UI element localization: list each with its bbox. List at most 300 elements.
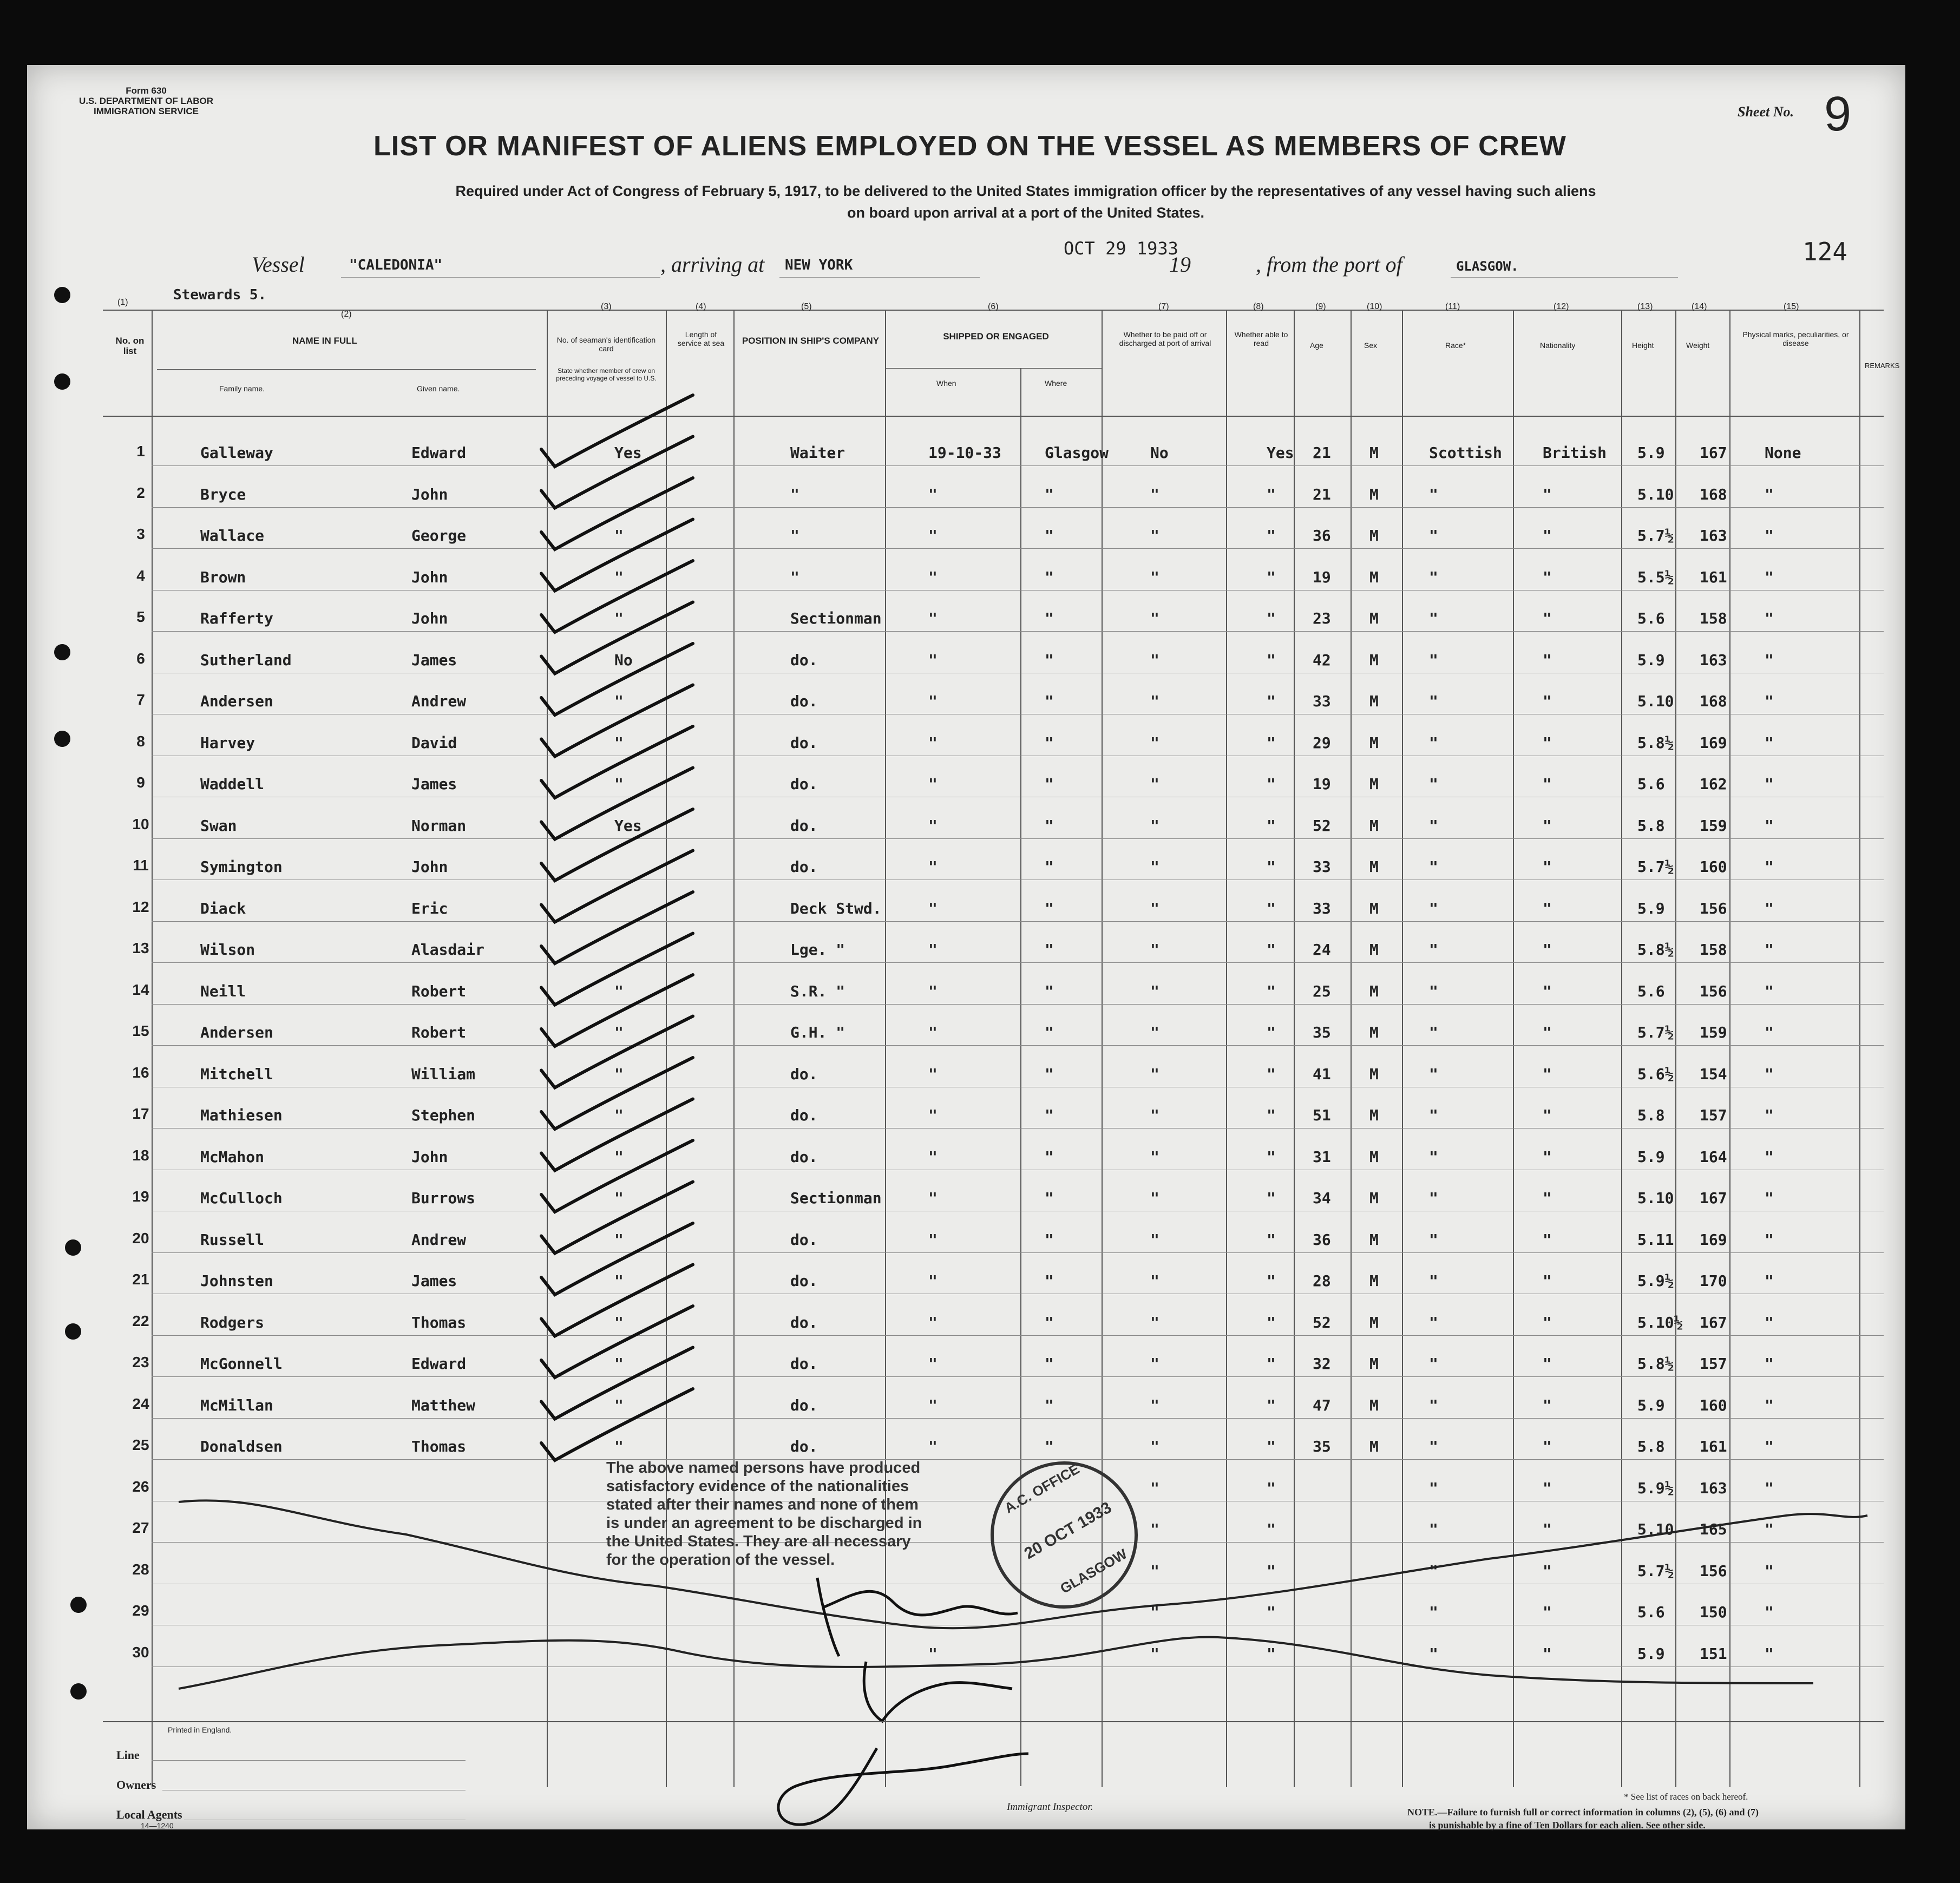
cell-where: " xyxy=(1045,609,1054,627)
cell-read: " xyxy=(1267,1106,1276,1124)
cell-height: 5.9 xyxy=(1637,444,1665,462)
cell-age: 33 xyxy=(1313,899,1331,917)
check-mark xyxy=(541,1140,693,1212)
cell-nat: " xyxy=(1543,858,1552,876)
check-mark xyxy=(541,1223,693,1295)
header-age: Age xyxy=(1310,341,1323,350)
cell-read: " xyxy=(1267,941,1276,959)
cell-read: Yes xyxy=(1267,444,1294,462)
cell-nat: " xyxy=(1543,568,1552,586)
punch-hole xyxy=(70,1683,87,1700)
cell-when: " xyxy=(928,485,938,503)
cell-paid: " xyxy=(1150,1438,1159,1455)
header-when: When xyxy=(936,379,956,388)
cell-where: " xyxy=(1045,1355,1054,1373)
cell-paid: " xyxy=(1150,1479,1159,1497)
cell-when: " xyxy=(928,982,938,1000)
cell-where: " xyxy=(1045,858,1054,876)
cell-race: " xyxy=(1429,1438,1438,1455)
row-number: 20 xyxy=(132,1229,149,1246)
cell-read: " xyxy=(1267,1189,1276,1207)
row-number: 15 xyxy=(132,1022,149,1039)
cell-marks: " xyxy=(1765,609,1774,627)
cell-height: 5.8 xyxy=(1637,816,1665,835)
cell-read: " xyxy=(1267,982,1276,1000)
cell-marks: " xyxy=(1765,1272,1774,1290)
cell-race: " xyxy=(1429,651,1438,669)
cell-pos: Waiter xyxy=(790,444,845,462)
cell-sex: M xyxy=(1369,941,1379,959)
cell-nat: " xyxy=(1543,775,1552,793)
cell-age: 51 xyxy=(1313,1106,1331,1124)
cell-paid: " xyxy=(1150,1147,1159,1166)
check-mark xyxy=(541,520,693,591)
cell-weight: 159 xyxy=(1700,816,1727,835)
cell-paid: " xyxy=(1150,1396,1159,1414)
cell-when: " xyxy=(928,609,938,627)
cell-nat: " xyxy=(1543,651,1552,669)
cell-paid: " xyxy=(1150,485,1159,503)
cell-height: 5.11 xyxy=(1637,1230,1674,1249)
cell-family: Mathiesen xyxy=(200,1106,283,1124)
department-note: Stewards 5. xyxy=(173,287,267,303)
cell-read: " xyxy=(1267,1438,1276,1455)
cell-age: 29 xyxy=(1313,733,1331,752)
cell-where: " xyxy=(1045,1106,1054,1124)
cell-where: " xyxy=(1045,1065,1054,1083)
cell-height: 5.9 xyxy=(1637,1644,1665,1663)
cell-marks: " xyxy=(1765,775,1774,793)
check-mark xyxy=(541,1058,693,1129)
check-mark xyxy=(541,561,693,632)
row-number: 16 xyxy=(132,1064,149,1081)
cell-weight: 169 xyxy=(1700,1230,1727,1249)
header-shipped: SHIPPED OR ENGAGED xyxy=(943,331,1049,342)
cell-nat: " xyxy=(1543,1023,1552,1041)
cell-nat: " xyxy=(1543,1147,1552,1166)
cell-age: 42 xyxy=(1313,651,1331,669)
header-name-in-full: NAME IN FULL xyxy=(292,336,357,346)
check-mark xyxy=(541,1265,693,1336)
header-where: Where xyxy=(1045,379,1067,388)
cell-sex: M xyxy=(1369,1147,1379,1166)
cell-read: " xyxy=(1267,858,1276,876)
cell-weight: 157 xyxy=(1700,1106,1727,1124)
round-stamp-date: 20 OCT 1933 xyxy=(1021,1498,1115,1563)
cell-height: 5.9½ xyxy=(1637,1479,1674,1497)
cell-family: Wilson xyxy=(200,941,255,959)
cell-where: Glasgow xyxy=(1045,444,1109,462)
cell-read: " xyxy=(1267,609,1276,627)
cell-where: " xyxy=(1045,941,1054,959)
cell-card: Yes xyxy=(614,444,642,462)
service: IMMIGRATION SERVICE xyxy=(94,106,199,116)
stamp-line-3: stated after their names and none of them xyxy=(606,1496,919,1513)
cell-read: " xyxy=(1267,1065,1276,1083)
col-num-4: (4) xyxy=(696,302,706,311)
cell-weight: 168 xyxy=(1700,485,1727,503)
cell-age: 19 xyxy=(1313,568,1331,586)
cell-height: 5.10 xyxy=(1637,1520,1674,1538)
cell-when: " xyxy=(928,816,938,835)
cell-given: Andrew xyxy=(411,692,467,710)
cell-given: William xyxy=(411,1065,476,1083)
cell-given: Edward xyxy=(411,1355,467,1373)
cell-given: James xyxy=(411,1272,457,1290)
cell-when: " xyxy=(928,899,938,917)
cell-nat: " xyxy=(1543,1561,1552,1580)
cell-where: " xyxy=(1045,1438,1054,1455)
cell-age: 31 xyxy=(1313,1147,1331,1166)
cell-card: " xyxy=(614,527,624,544)
cell-age: 19 xyxy=(1313,775,1331,793)
cell-height: 5.5½ xyxy=(1637,568,1674,586)
cell-family: Neill xyxy=(200,982,246,1000)
punch-hole xyxy=(54,287,70,303)
cell-age: 24 xyxy=(1313,941,1331,959)
row-number: 22 xyxy=(132,1312,149,1329)
cell-paid: " xyxy=(1150,1230,1159,1249)
cell-weight: 169 xyxy=(1700,733,1727,752)
check-mark xyxy=(541,395,693,467)
row-number: 1 xyxy=(136,443,145,460)
cell-where: " xyxy=(1045,1230,1054,1249)
cell-family: Russell xyxy=(200,1230,265,1249)
cell-height: 5.10 xyxy=(1637,692,1674,710)
cell-weight: 150 xyxy=(1700,1603,1727,1621)
cell-card: " xyxy=(614,1396,624,1414)
cell-paid: " xyxy=(1150,982,1159,1000)
cell-read: " xyxy=(1267,527,1276,544)
check-marks xyxy=(27,65,1905,1829)
cell-pos: Lge. " xyxy=(790,941,845,959)
cell-given: John xyxy=(411,858,448,876)
cell-marks: " xyxy=(1765,1561,1774,1580)
cell-when: " xyxy=(928,1438,938,1455)
from-label: , from the port of xyxy=(1256,252,1402,277)
cell-marks: " xyxy=(1765,1438,1774,1455)
header-height: Height xyxy=(1632,341,1654,350)
cell-paid: " xyxy=(1150,568,1159,586)
cell-height: 5.7½ xyxy=(1637,1561,1674,1580)
cell-paid: " xyxy=(1150,941,1159,959)
cell-card: " xyxy=(614,1313,624,1331)
round-stamp-bottom: GLASGOW xyxy=(1057,1545,1130,1597)
cell-pos: do. xyxy=(790,1396,818,1414)
cell-marks: " xyxy=(1765,982,1774,1000)
cell-age: 32 xyxy=(1313,1355,1331,1373)
cell-marks: " xyxy=(1765,1189,1774,1207)
cell-sex: M xyxy=(1369,609,1379,627)
cell-age: 34 xyxy=(1313,1189,1331,1207)
punch-hole xyxy=(65,1239,81,1256)
col-num-13: (13) xyxy=(1637,302,1653,311)
cell-marks: " xyxy=(1765,1313,1774,1331)
cell-age: 21 xyxy=(1313,485,1331,503)
cell-weight: 167 xyxy=(1700,444,1727,462)
cell-height: 5.7½ xyxy=(1637,527,1674,544)
cell-height: 5.8½ xyxy=(1637,941,1674,959)
check-mark xyxy=(541,602,693,674)
header-no-on-list: No. on list xyxy=(115,336,145,356)
cell-read: " xyxy=(1267,775,1276,793)
cell-nat: " xyxy=(1543,1644,1552,1663)
page-title: LIST OR MANIFEST OF ALIENS EMPLOYED ON THE VESSEL AS MEMBERS OF CREW xyxy=(373,130,1566,162)
cell-race: " xyxy=(1429,1313,1438,1331)
cell-age: 47 xyxy=(1313,1396,1331,1414)
footer-owners-label: Owners xyxy=(116,1778,156,1792)
cell-pos: Sectionman xyxy=(790,609,882,627)
header-seaman-card: No. of seaman's identification card xyxy=(556,336,656,353)
cell-age: 35 xyxy=(1313,1438,1331,1455)
cell-race: " xyxy=(1429,1023,1438,1041)
cell-card: " xyxy=(614,1106,624,1124)
stamp-line-6: for the operation of the vessel. xyxy=(606,1551,835,1569)
cell-family: Symington xyxy=(200,858,283,876)
check-mark xyxy=(541,437,693,508)
cell-card: " xyxy=(614,1272,624,1290)
cell-nat: " xyxy=(1543,982,1552,1000)
col-num-7: (7) xyxy=(1158,302,1169,311)
cell-marks: " xyxy=(1765,858,1774,876)
cell-marks: " xyxy=(1765,568,1774,586)
cell-paid: " xyxy=(1150,1065,1159,1083)
cell-where: " xyxy=(1045,485,1054,503)
cell-given: Stephen xyxy=(411,1106,476,1124)
sheet-number: 9 xyxy=(1824,87,1852,141)
col-num-9: (9) xyxy=(1315,302,1326,311)
cell-given: Edward xyxy=(411,444,467,462)
row-number: 7 xyxy=(136,691,145,708)
cell-given: James xyxy=(411,651,457,669)
cell-age: 28 xyxy=(1313,1272,1331,1290)
cell-read: " xyxy=(1267,1230,1276,1249)
vessel-label: Vessel xyxy=(252,252,305,277)
cell-weight: 158 xyxy=(1700,609,1727,627)
fine-note-2: is punishable by a fine of Ten Dollars for each alien. See other side. xyxy=(1429,1820,1706,1830)
cell-card: " xyxy=(614,1438,624,1455)
cell-pos: Sectionman xyxy=(790,1189,882,1207)
header-nationality: Nationality xyxy=(1540,341,1576,350)
cell-when: " xyxy=(928,1106,938,1124)
cell-read: " xyxy=(1267,485,1276,503)
cell-given: Alasdair xyxy=(411,941,484,959)
form-number: Form 630 xyxy=(126,86,167,96)
col-num-2: (2) xyxy=(341,310,352,319)
cell-card: Yes xyxy=(614,816,642,835)
cell-sex: M xyxy=(1369,1230,1379,1249)
cell-race: " xyxy=(1429,692,1438,710)
cell-sex: M xyxy=(1369,858,1379,876)
row-number: 21 xyxy=(132,1271,149,1288)
cell-race: " xyxy=(1429,609,1438,627)
cell-nat: " xyxy=(1543,941,1552,959)
cell-where: " xyxy=(1045,1272,1054,1290)
cell-given: James xyxy=(411,775,457,793)
cell-paid: " xyxy=(1150,1023,1159,1041)
row-number: 11 xyxy=(133,857,149,874)
cell-read: " xyxy=(1267,1272,1276,1290)
cell-card: " xyxy=(614,1023,624,1041)
cell-age: 36 xyxy=(1313,527,1331,544)
check-mark xyxy=(541,726,693,798)
cell-card: " xyxy=(614,1147,624,1166)
cell-pos: do. xyxy=(790,651,818,669)
cell-race: " xyxy=(1429,527,1438,544)
cell-paid: " xyxy=(1150,1272,1159,1290)
cell-when: " xyxy=(928,568,938,586)
check-mark xyxy=(541,1099,693,1171)
cell-height: 5.6 xyxy=(1637,982,1665,1000)
cell-sex: M xyxy=(1369,1355,1379,1373)
check-mark xyxy=(541,478,693,549)
cell-paid: " xyxy=(1150,692,1159,710)
cell-sex: M xyxy=(1369,1438,1379,1455)
cell-pos: do. xyxy=(790,1355,818,1373)
cell-card: " xyxy=(614,1189,624,1207)
inspector-signature xyxy=(778,1748,1028,1825)
cell-race: " xyxy=(1429,1355,1438,1373)
cell-weight: 156 xyxy=(1700,1561,1727,1580)
cell-marks: " xyxy=(1765,733,1774,752)
cell-height: 5.9 xyxy=(1637,1396,1665,1414)
cell-family: Bryce xyxy=(200,485,246,503)
row-number: 5 xyxy=(136,608,145,625)
cell-sex: M xyxy=(1369,1272,1379,1290)
cell-marks: " xyxy=(1765,1106,1774,1124)
subtitle-line-1: Required under Act of Congress of February 5, 1917, to be delivered to the United States immigration officer by the representatives of any vessel having such aliens xyxy=(455,183,1596,199)
row-number: 8 xyxy=(136,732,145,750)
cell-sex: M xyxy=(1369,816,1379,835)
cell-marks: " xyxy=(1765,651,1774,669)
cell-marks: " xyxy=(1765,485,1774,503)
cell-weight: 168 xyxy=(1700,692,1727,710)
cell-where: " xyxy=(1045,1023,1054,1041)
arrival-date: OCT 29 1933 xyxy=(1064,238,1178,259)
stamp-line-4: is under an agreement to be discharged in xyxy=(606,1514,922,1532)
cell-where: " xyxy=(1045,1189,1054,1207)
cell-weight: 156 xyxy=(1700,982,1727,1000)
cell-height: 5.9 xyxy=(1637,899,1665,917)
printed-in: Printed in England. xyxy=(168,1725,232,1734)
header-able-read: Whether able to read xyxy=(1234,330,1288,347)
cell-race: " xyxy=(1429,1644,1438,1663)
col-num-6: (6) xyxy=(988,302,999,311)
cell-paid: " xyxy=(1150,816,1159,835)
cell-card: " xyxy=(614,1065,624,1083)
cell-when: " xyxy=(928,1189,938,1207)
cell-race: " xyxy=(1429,1065,1438,1083)
cell-age: 52 xyxy=(1313,1313,1331,1331)
cell-where: " xyxy=(1045,692,1054,710)
cell-nat: British xyxy=(1543,444,1607,462)
cell-where: " xyxy=(1045,1147,1054,1166)
cell-given: Robert xyxy=(411,1023,467,1041)
cell-marks: " xyxy=(1765,527,1774,544)
cell-weight: 167 xyxy=(1700,1189,1727,1207)
manifest-sheet xyxy=(27,65,1905,1829)
cell-read: " xyxy=(1267,1479,1276,1497)
cell-when: " xyxy=(928,1644,938,1663)
cancel-line-lower xyxy=(179,1637,1813,1689)
cell-age: 33 xyxy=(1313,858,1331,876)
row-number: 14 xyxy=(132,981,149,998)
cell-nat: " xyxy=(1543,1603,1552,1621)
col-num-15: (15) xyxy=(1784,302,1799,311)
cell-paid: " xyxy=(1150,651,1159,669)
cell-race: " xyxy=(1429,1603,1438,1621)
cell-card: " xyxy=(614,775,624,793)
cell-where: " xyxy=(1045,1396,1054,1414)
cell-paid: No xyxy=(1150,444,1169,462)
cell-height: 5.6 xyxy=(1637,1603,1665,1621)
cell-family: Waddell xyxy=(200,775,265,793)
table-bottom-border xyxy=(103,1721,1884,1722)
cell-read: " xyxy=(1267,568,1276,586)
cell-weight: 158 xyxy=(1700,941,1727,959)
cell-age: 52 xyxy=(1313,816,1331,835)
cell-nat: " xyxy=(1543,1479,1552,1497)
cell-weight: 157 xyxy=(1700,1355,1727,1373)
cell-height: 5.10 xyxy=(1637,485,1674,503)
page-number: 124 xyxy=(1802,237,1848,266)
cell-sex: M xyxy=(1369,982,1379,1000)
cell-where: " xyxy=(1045,775,1054,793)
cell-weight: 156 xyxy=(1700,899,1727,917)
cell-paid: " xyxy=(1150,899,1159,917)
stamp-line-5: the United States. They are all necessary xyxy=(606,1533,911,1550)
footer-agents-code: 14—1240 xyxy=(141,1821,174,1830)
col-num-11: (11) xyxy=(1445,302,1460,311)
check-mark xyxy=(541,1389,693,1460)
cell-race: " xyxy=(1429,1106,1438,1124)
cell-pos: do. xyxy=(790,1272,818,1290)
cell-given: Thomas xyxy=(411,1438,467,1455)
cell-when: " xyxy=(928,941,938,959)
cell-sex: M xyxy=(1369,651,1379,669)
cell-read: " xyxy=(1267,1561,1276,1580)
cell-where: " xyxy=(1045,899,1054,917)
cell-card: " xyxy=(614,982,624,1000)
cell-pos: do. xyxy=(790,1438,818,1455)
cell-marks: " xyxy=(1765,1396,1774,1414)
cell-family: Swan xyxy=(200,816,237,835)
cell-paid: " xyxy=(1150,733,1159,752)
check-mark xyxy=(541,892,693,963)
cell-nat: " xyxy=(1543,1189,1552,1207)
stamp-line-2: satisfactory evidence of the nationalities xyxy=(606,1478,909,1495)
cell-sex: M xyxy=(1369,1106,1379,1124)
check-mark xyxy=(541,768,693,839)
cell-weight: 163 xyxy=(1700,527,1727,544)
check-mark xyxy=(541,1182,693,1254)
cell-height: 5.6½ xyxy=(1637,1065,1674,1083)
row-number: 6 xyxy=(136,649,145,667)
row-number: 28 xyxy=(132,1560,149,1578)
cell-marks: " xyxy=(1765,941,1774,959)
cell-pos: " xyxy=(790,527,799,544)
cell-nat: " xyxy=(1543,1396,1552,1414)
cell-given: David xyxy=(411,733,457,752)
cell-paid: " xyxy=(1150,1603,1159,1621)
cell-family: Sutherland xyxy=(200,651,292,669)
cell-nat: " xyxy=(1543,733,1552,752)
cell-pos: " xyxy=(790,485,799,503)
cell-paid: " xyxy=(1150,1189,1159,1207)
cell-pos: do. xyxy=(790,692,818,710)
vessel-name: "CALEDONIA" xyxy=(349,257,443,273)
cell-marks: " xyxy=(1765,692,1774,710)
